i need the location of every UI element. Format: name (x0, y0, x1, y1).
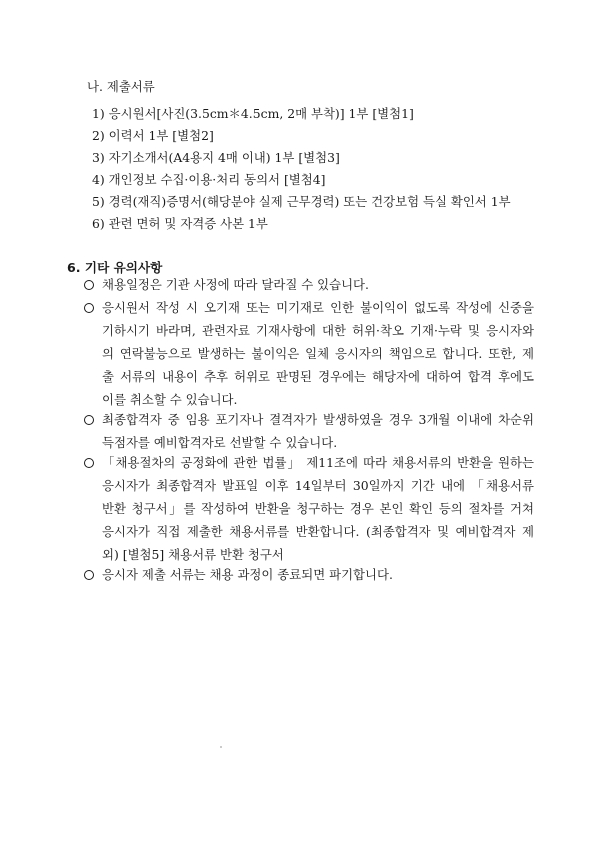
note-3-line-1: 최종합격자 중 임용 포기자나 결격자가 발생하였을 경우 3개월 이내에 차순위 (102, 412, 534, 427)
submission-item-3: 3) 자기소개서(A4용지 4매 이내) 1부 [별첨3] (92, 150, 340, 165)
submission-item-1: 1) 응시원서[사진(3.5cm＊4.5cm, 2매 부착)] 1부 [별첨1] (92, 106, 414, 121)
note-1-line-1: 채용일정은 기관 사정에 따라 달라질 수 있습니다. (102, 277, 369, 292)
note-4-line-2: 응시자가 최종합격자 발표일 이후 14일부터 30일까지 기간 내에 「채용서류 (102, 478, 534, 493)
note-2-line-4: 출 서류의 내용이 추후 허위로 판명된 경우에는 해당자에 대하여 합격 후에도 (102, 369, 534, 384)
note-4-line-4: 응시자가 직접 제출한 채용서류를 반환합니다. (최종합격자 및 예비합격자 제 (102, 524, 534, 539)
note-4-line-1: 「채용절차의 공정화에 관한 법률」 제11조에 따라 채용서류의 반환을 원하는 (102, 455, 534, 470)
note-4-line-3: 반환 청구서」를 작성하여 반환을 청구하는 경우 본인 확인 등의 절차를 거쳐 (102, 501, 534, 516)
note-5-line-1: 응시자 제출 서류는 채용 과정이 종료되면 파기합니다. (102, 567, 393, 582)
note-2-line-3: 의 연락불능으로 발생하는 불이익은 일체 응시자의 책임으로 합니다. 또한, 제 (102, 346, 534, 361)
scan-speck (220, 746, 222, 748)
note-bullet-circle (84, 570, 94, 580)
submission-item-4: 4) 개인정보 수집·이용·처리 동의서 [별첨4] (92, 172, 326, 187)
note-bullet-circle (84, 458, 94, 468)
submission-item-6: 6) 관련 면허 및 자격증 사본 1부 (92, 216, 268, 231)
submission-item-2: 2) 이력서 1부 [별첨2] (92, 128, 214, 143)
note-4-line-5: 외) [별첨5] 채용서류 반환 청구서 (102, 547, 284, 562)
note-bullet-circle (84, 415, 94, 425)
note-3-line-2: 득점자를 예비합격자로 선발할 수 있습니다. (102, 435, 338, 450)
note-bullet-circle (84, 280, 94, 290)
section-6-title: 6. 기타 유의사항 (67, 260, 163, 275)
note-2-line-1: 응시원서 작성 시 오기재 또는 미기재로 인한 불이익이 없도록 작성에 신중을 (102, 300, 534, 315)
section-na-title: 나. 제출서류 (87, 79, 155, 94)
submission-item-5: 5) 경력(재직)증명서(해당분야 실제 근무경력) 또는 건강보험 득실 확인서 1부 (92, 194, 511, 209)
note-bullet-circle (84, 303, 94, 313)
note-2-line-2: 기하시기 바라며, 관련자료 기재사항에 대한 허위·착오 기재·누락 및 응시자와 (102, 323, 534, 338)
note-2-line-5: 이를 취소할 수 있습니다. (102, 392, 238, 407)
